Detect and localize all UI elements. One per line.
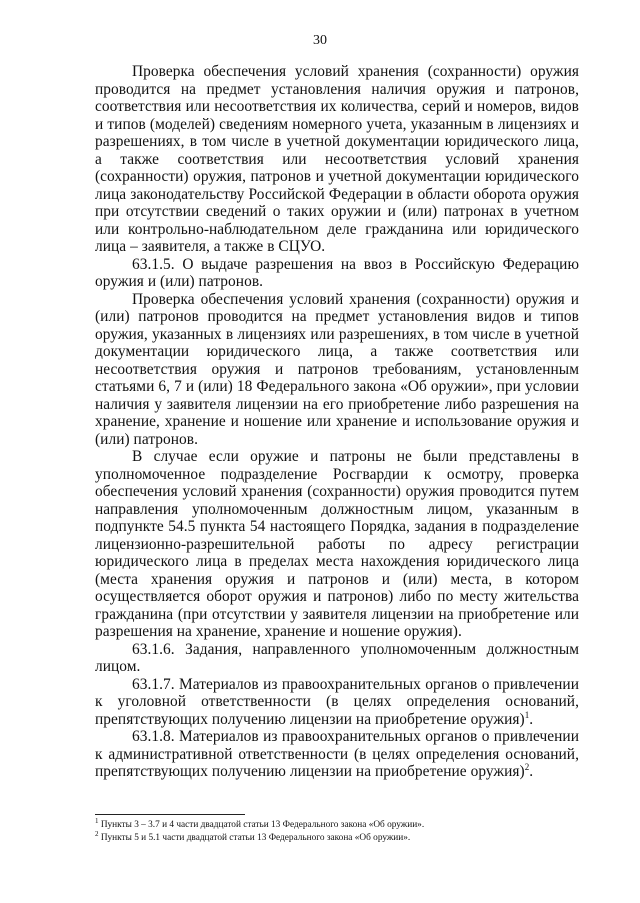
paragraph-end: . xyxy=(529,710,534,728)
paragraph-text: 63.1.5. О выдаче разрешения на ввоз в Российскую Федерацию оружия и (или) патронов. xyxy=(95,255,579,290)
footnote-mark: 1 xyxy=(95,816,99,825)
paragraph xyxy=(95,256,579,291)
paragraph-text: В случае если оружие и патроны не были представлены в уполномоченное подразделение Росгвардии к осмотру, проверка обеспечения условий хранения (сохранности) оружия проводится путем направления уполномоченным должностным лицом, указанным в подпункте 54.5 пункта 54 настоящего Порядка, задания в подразделение лицензионно-разрешительной работы по адресу регистрации юридического лица в пределах места нахождения юридического лица (места хранения оружия и патронов и (или) места, в котором осуществляется оборот оружия и патронов) либо по месту жительства гражданина (при отсутствии у заявителя лицензии на приобретение или разрешения на хранение, хранение и ношение оружия). xyxy=(95,448,579,640)
paragraph-text: Проверка обеспечения условий хранения (сохранности) оружия и (или) патронов проводится на предмет установления видов и типов оружия, указанных в лицензиях или разрешениях, в том числе в учетной документации юридического лица, а также соответствия или несоответствия оружия и патронов требованиям, установленным статьями 6, 7 и (или) 18 Федерального закона «Об оружии», при условии наличия у заявителя лицензии на его приобретение либо разрешения на хранение, хранение и ношение или хранение и использование оружия и (или) патронов. xyxy=(95,290,579,448)
page-number: 30 xyxy=(313,33,327,48)
footnote-mark: 2 xyxy=(95,829,99,838)
body-text xyxy=(95,63,579,781)
paragraph-text: 63.1.7. Материалов из правоохранительных органов о привлечении к уголовной ответственности (в целях определения оснований, препятствующих получению лицензии на приобретение оружия) xyxy=(95,675,579,728)
paragraph-text: 63.1.8. Материалов из правоохранительных органов о привлечении к административной ответственности (в целях определения оснований, препятствующих получению лицензии на приобретение оружия) xyxy=(95,728,579,780)
footnote-text: Пункты 5 и 5.1 части двадцатой статьи 13 Федерального закона «Об оружии». xyxy=(98,833,411,843)
footnote-reference[interactable]: 2 xyxy=(524,761,530,772)
paragraph-text: 63.1.6. Задания, направленного уполномоченным должностным лицом. xyxy=(95,640,579,675)
paragraph xyxy=(95,63,579,256)
paragraph xyxy=(95,291,579,449)
paragraph-text: Проверка обеспечения условий хранения (сохранности) оружия проводится на предмет установления наличия оружия и патронов, соответствия или несоответствия их количества, серий и номеров, видов и типов (моделей) сведениям номерного учета, указанным в лицензиях и разрешениях, в том числе в учетной документации юридического лица, а также соответствия или несоответствия условий хранения (сохранности) оружия, патронов и учетной документации юридического лица законодательству Российской Федерации в области оборота оружия при отсутствии сведений о таких оружии и (или) патронах в учетном или контрольно-наблюдательном деле гражданина или юридического лица – заявителя, а также в СЦУО. xyxy=(95,63,579,255)
footnote-divider xyxy=(95,814,245,815)
paragraph xyxy=(95,728,579,781)
footnote-text: Пункты 3 – 3.7 и 4 части двадцатой статьи 13 Федерального закона «Об оружии». xyxy=(98,820,425,830)
paragraph-end: . xyxy=(529,763,534,780)
footnote xyxy=(95,816,579,832)
paragraph xyxy=(95,676,579,729)
footnotes xyxy=(95,816,579,845)
paragraph xyxy=(95,448,579,641)
footnote-reference[interactable]: 1 xyxy=(524,709,530,720)
paragraph xyxy=(95,641,579,676)
footnote xyxy=(95,829,579,845)
